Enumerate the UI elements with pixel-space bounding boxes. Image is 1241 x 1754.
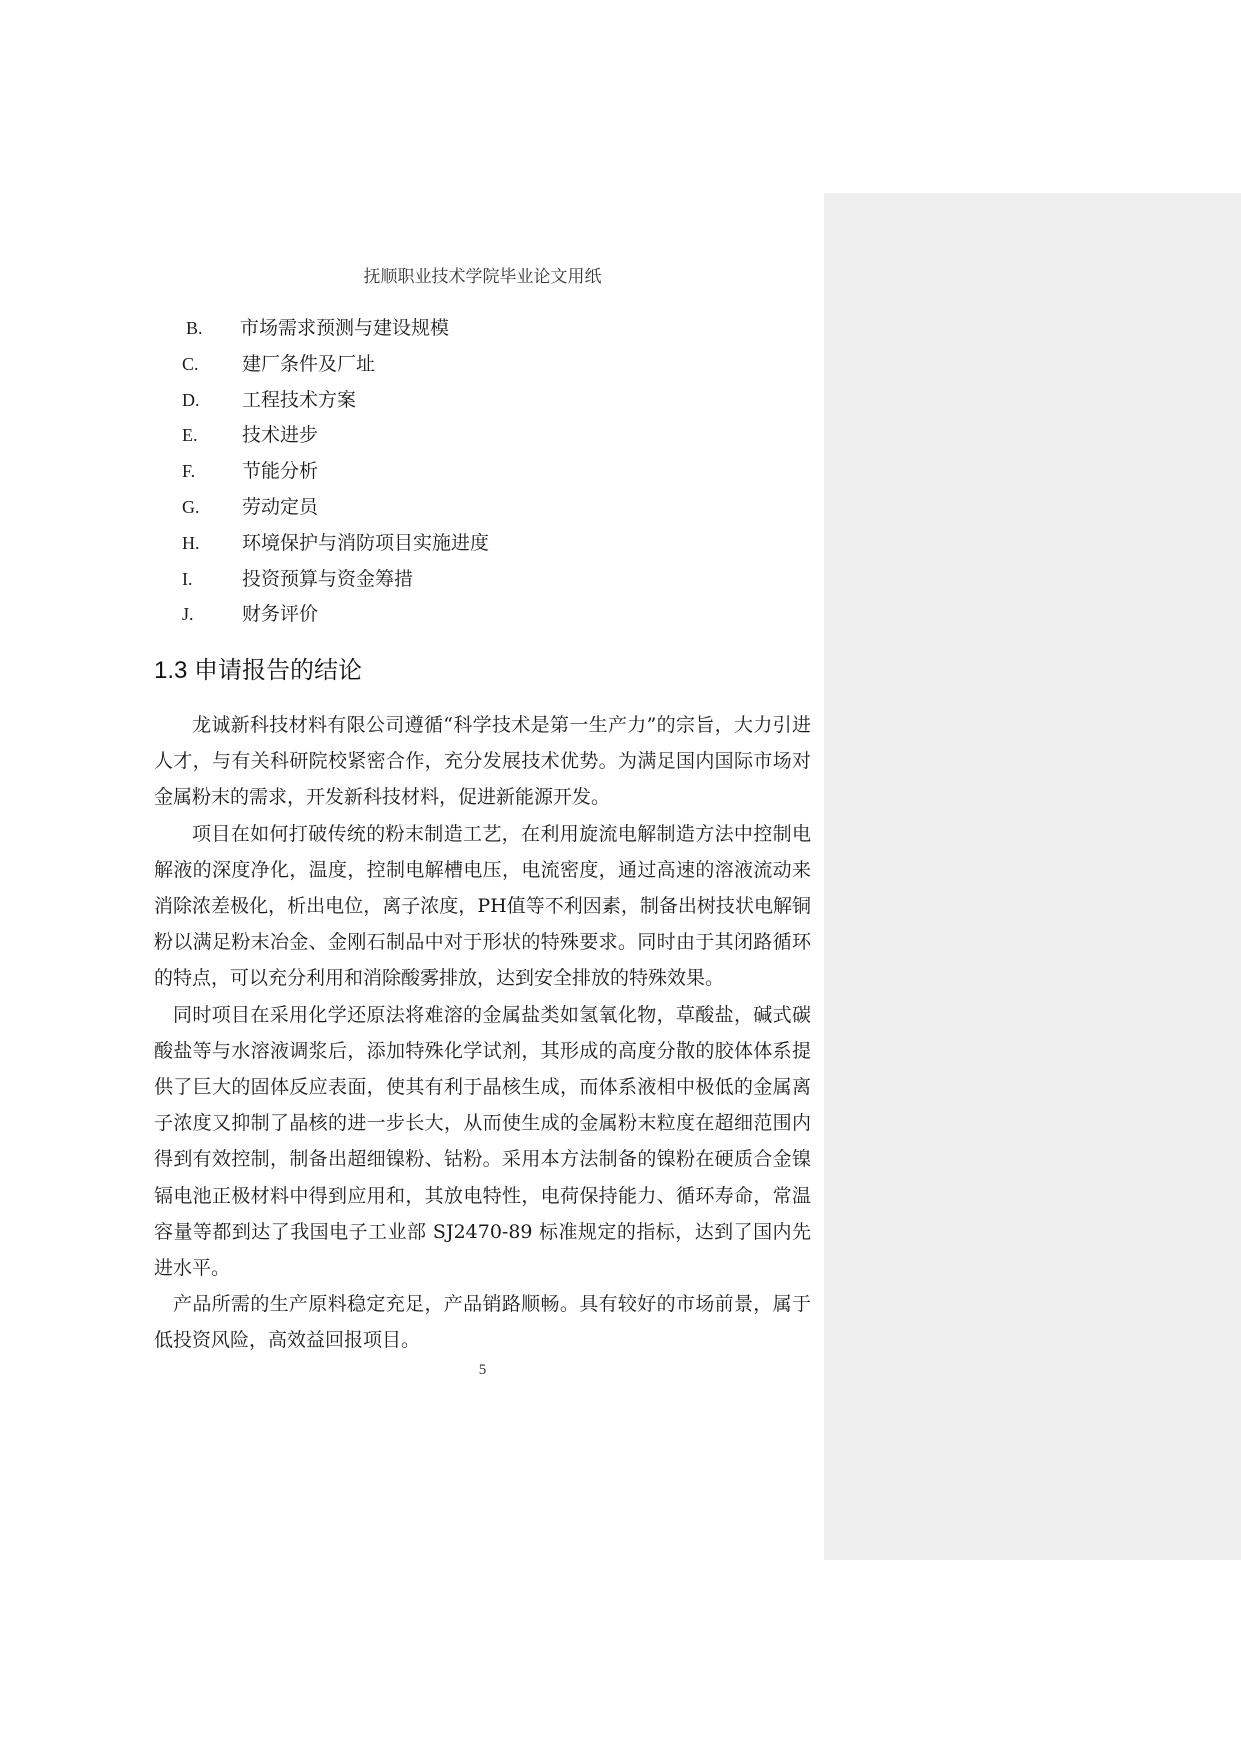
outline-item-text: 财务评价 [242,603,319,626]
body-text [154,707,811,1359]
outline-item-letter: I. [182,568,193,589]
body-paragraph: 项目在如何打破传统的粉末制造工艺，在利用旋流电解制造方法中控制电解液的深度净化，温度，控制电解槽电压，电流密度，通过高速的溶液流动来消除浓差极化，析出电位，离子浓度，PH值等不利因素，制备出树技状电解铜粉以满足粉末冶金、金刚石制品中对于形状的特殊要求。同时由于其闭路循环的特点，可以充分利用和消除酸雾排放，达到安全排放的特殊效果。 [154,822,811,990]
body-paragraph: 龙诚新科技材料有限公司遵循“科学技术是第一生产力”的宗旨，大力引进人才，与有关科研院校紧密合作，充分发展技术优势。为满足国内国际市场对金属粉末的需求，开发新科技材料，促进新能源开发。 [154,714,811,809]
outline-item-letter: G. [182,496,200,517]
outline-item-letter: H. [182,532,200,553]
outline-item-text: 工程技术方案 [242,388,357,411]
outline-item-text: 市场需求预测与建设规模 [240,317,450,339]
body-paragraph: 产品所需的生产原料稳定充足，产品销路顺畅。具有较好的市场前景，属于低投资风险，高效益回报项目。 [154,1293,811,1352]
outline-item-letter: J. [182,604,194,625]
outline-item [182,311,489,347]
outline-item-letter: B. [186,318,203,338]
outline-item [182,347,489,383]
outline-item-letter: E. [182,425,198,446]
outline-item [182,597,489,633]
outline-item-text: 劳动定员 [242,495,319,518]
page-number: 5 [478,1362,487,1378]
outline-item [182,454,489,490]
outline-item-text: 技术进步 [242,424,319,447]
outline-item [182,490,489,526]
outline-item-text: 建厂条件及厂址 [242,352,376,375]
outline-item [182,562,489,598]
page-header: 抚顺职业技术学院毕业论文用纸 [363,267,602,287]
comment-margin-pane [824,193,1241,1560]
outline-item [182,418,489,454]
outline-item [182,383,489,419]
outline-item-text: 节能分析 [242,460,319,483]
body-paragraph: 同时项目在采用化学还原法将难溶的金属盐类如氢氧化物，草酸盐，碱式碳酸盐等与水溶液调浆后，添加特殊化学试剂，其形成的高度分散的胶体体系提供了巨大的固体反应表面，使其有利于晶核生成，而体系液相中极低的金属离子浓度又抑制了晶核的进一步长大，从而使生成的金属粉末粒度在超细范围内得到有效控制，制备出超细镍粉、钴粉。采用本方法制备的镍粉在硬质合金镍镉电池正极材料中得到应用和，其放电特性，电荷保持能力、循环寿命，常温容量等都到达了我国电子工业部 SJ2470-89 标准规定的指标，达到了国内先进水平。 [154,1003,811,1280]
outline-item-letter: C. [182,353,199,374]
section-heading: 1.3 申请报告的结论 [154,657,363,684]
outline-list [182,311,489,633]
outline-item-text: 环境保护与消防项目实施进度 [242,531,490,554]
outline-item-letter: F. [182,461,196,482]
outline-item-text: 投资预算与资金筹措 [242,567,414,590]
outline-item-letter: D. [182,389,200,410]
outline-item [182,526,489,562]
